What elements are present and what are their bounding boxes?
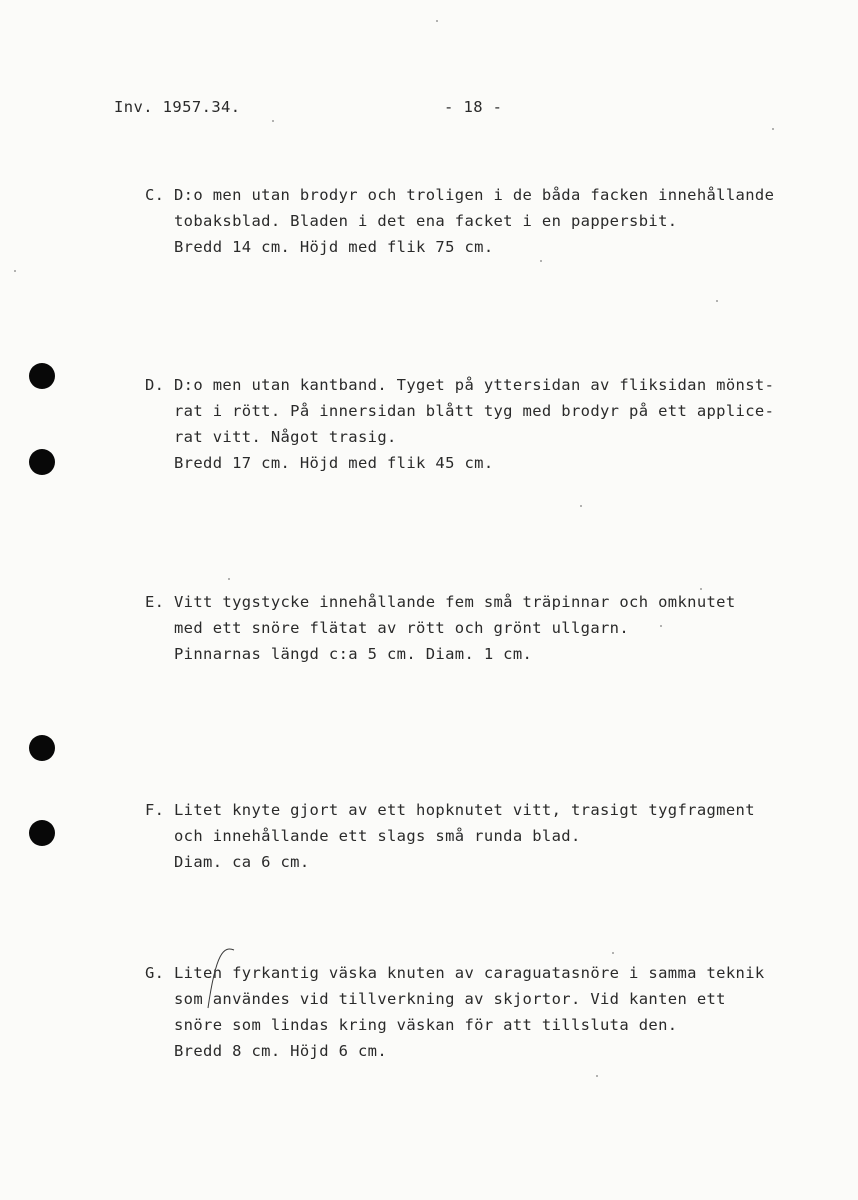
page-number: - 18 -	[444, 98, 503, 116]
entry-line	[145, 182, 850, 208]
paper-speck	[612, 952, 614, 954]
entry-letter: C.	[145, 186, 165, 204]
paper-speck	[228, 578, 230, 580]
paper-speck	[272, 120, 274, 122]
punch-hole	[29, 449, 55, 475]
inventory-number: Inv. 1957.34.	[114, 98, 241, 116]
entry-d	[145, 372, 850, 476]
paper-speck	[660, 625, 662, 627]
entry-measurements: Bredd 8 cm. Höjd 6 cm.	[174, 1042, 387, 1060]
pen-mark	[200, 942, 240, 1012]
entry-measurements: Diam. ca 6 cm.	[174, 853, 310, 871]
entry-measurements: Bredd 17 cm. Höjd med flik 45 cm.	[174, 454, 494, 472]
paper-speck	[14, 270, 16, 272]
entry-line	[145, 589, 850, 615]
entry-line: som användes vid tillverkning av skjortor. Vid kanten ett	[174, 990, 726, 1008]
entry-letter: D.	[145, 376, 165, 394]
entry-letter: F.	[145, 801, 165, 819]
paper-speck	[716, 300, 718, 302]
entry-line: rat vitt. Något trasig.	[174, 428, 397, 446]
entry-text: Liten fyrkantig väska knuten av caraguatasnöre i samma teknik	[174, 964, 765, 982]
entry-line: tobaksblad. Bladen i det ena facket i en pappersbit.	[174, 212, 678, 230]
entry-measurements: Bredd 14 cm. Höjd med flik 75 cm.	[174, 238, 494, 256]
entry-measurements: Pinnarnas längd c:a 5 cm. Diam. 1 cm.	[174, 645, 533, 663]
entry-line: snöre som lindas kring väskan för att tillsluta den.	[174, 1016, 678, 1034]
entry-c	[145, 182, 850, 260]
punch-hole	[29, 735, 55, 761]
entry-line	[145, 797, 850, 823]
entry-g	[145, 960, 850, 1064]
punch-hole	[29, 820, 55, 846]
punch-hole	[29, 363, 55, 389]
paper-speck	[596, 1075, 598, 1077]
paper-speck	[436, 20, 438, 22]
entry-line: och innehållande ett slags små runda blad.	[174, 827, 581, 845]
paper-speck	[700, 588, 702, 590]
paper-speck	[580, 505, 582, 507]
entry-line	[145, 372, 850, 398]
entry-text: Litet knyte gjort av ett hopknutet vitt, trasigt tygfragment	[174, 801, 755, 819]
entry-text: D:o men utan brodyr och troligen i de båda facken innehållande	[174, 186, 775, 204]
paper-speck	[772, 128, 774, 130]
entry-letter: G.	[145, 964, 165, 982]
entry-line	[145, 960, 850, 986]
entry-text: D:o men utan kantband. Tyget på yttersidan av fliksidan mönst-	[174, 376, 775, 394]
entry-text: Vitt tygstycke innehållande fem små träpinnar och omknutet	[174, 593, 736, 611]
entry-line: med ett snöre flätat av rött och grönt ullgarn.	[174, 619, 630, 637]
entry-e	[145, 589, 850, 667]
paper-speck	[540, 260, 542, 262]
entry-line: rat i rött. På innersidan blått tyg med brodyr på ett applice-	[174, 402, 775, 420]
entry-f	[145, 797, 850, 875]
entry-letter: E.	[145, 593, 165, 611]
